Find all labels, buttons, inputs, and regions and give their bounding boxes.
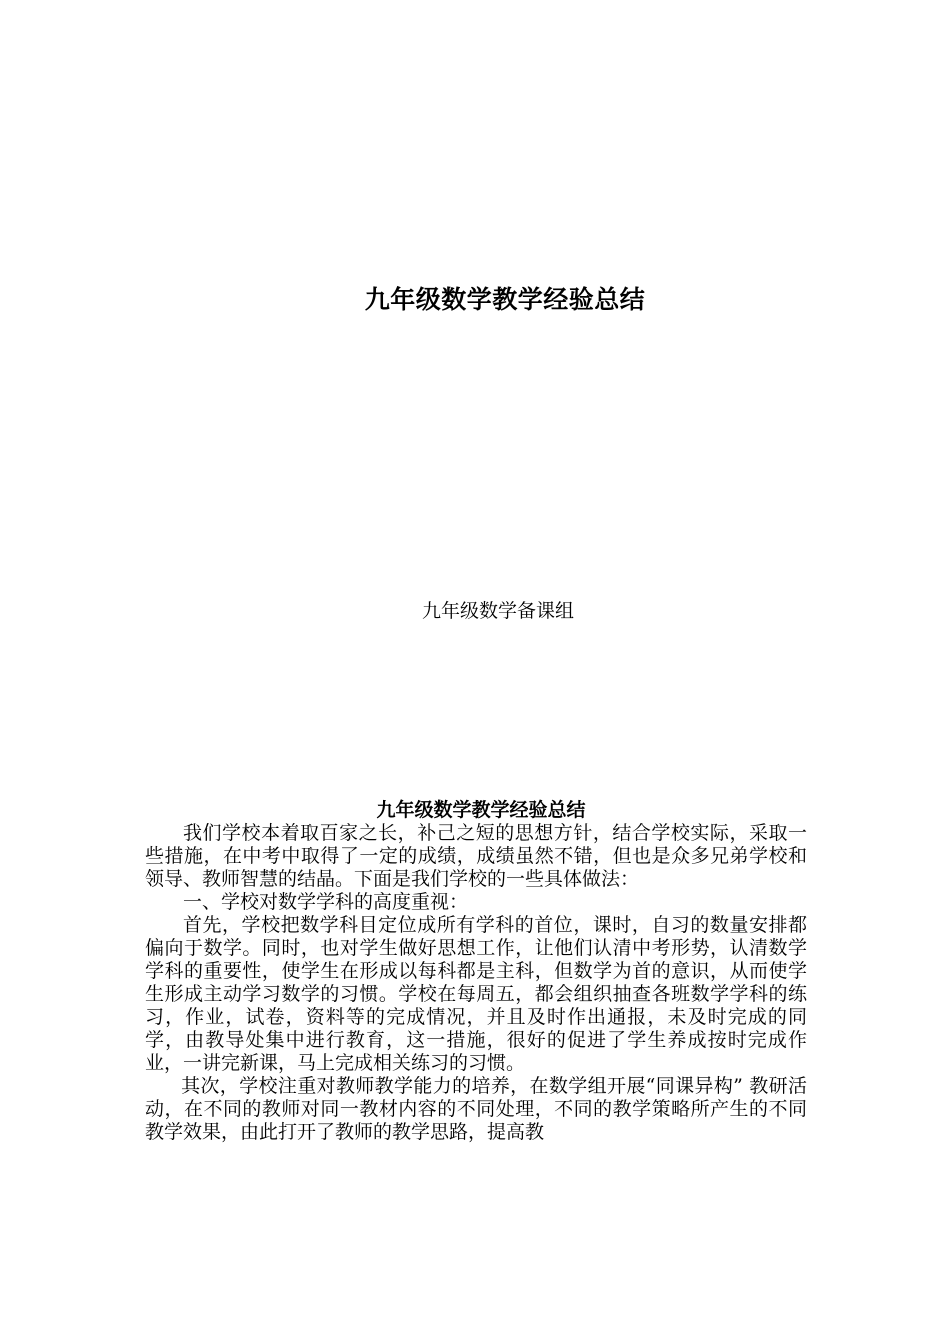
article-body	[145, 798, 807, 1144]
paragraph-section-heading: 一、学校对数学学科的高度重视：	[183, 891, 469, 913]
paragraph-second: 其次，学校注重对教师教学能力的培养，在数学组开展“同课异构” 教研活动，在不同的教师对同一教材内容的不同处理，不同的教学策略所产生的不同教学效果，由此打开了教师的教学思路，提高教	[145, 1075, 807, 1143]
cover-author: 九年级数学备课组	[421, 600, 574, 622]
paragraph-first: 首先，学校把数学科目定位成所有学科的首位，课时，自习的数量安排都偏向于数学。同时，也对学生做好思想工作，让他们认清中考形势，认清数学学科的重要性，使学生在形成以每科都是主科，但数学为首的意识，从而使学生形成主动学习数学的习惯。学校在每周五，都会组织抽查各班数学学科的练习，作业，试卷，资料等的完成情况，并且及时作出通报，未及时完成的同学，由教导处集中进行教育，这一措施，很好的促进了学生养成按时完成作业，一讲完新课，马上完成相关练习的习惯。	[145, 914, 807, 1074]
cover-title: 九年级数学教学经验总结	[364, 285, 646, 314]
paragraph-intro: 我们学校本着取百家之长，补己之短的思想方针，结合学校实际，采取一些措施，在中考中取得了一定的成绩，成绩虽然不错，但也是众多兄弟学校和领导、教师智慧的结晶。下面是我们学校的一些具体做法：	[145, 822, 807, 890]
article-title: 九年级数学教学经验总结	[376, 799, 586, 821]
